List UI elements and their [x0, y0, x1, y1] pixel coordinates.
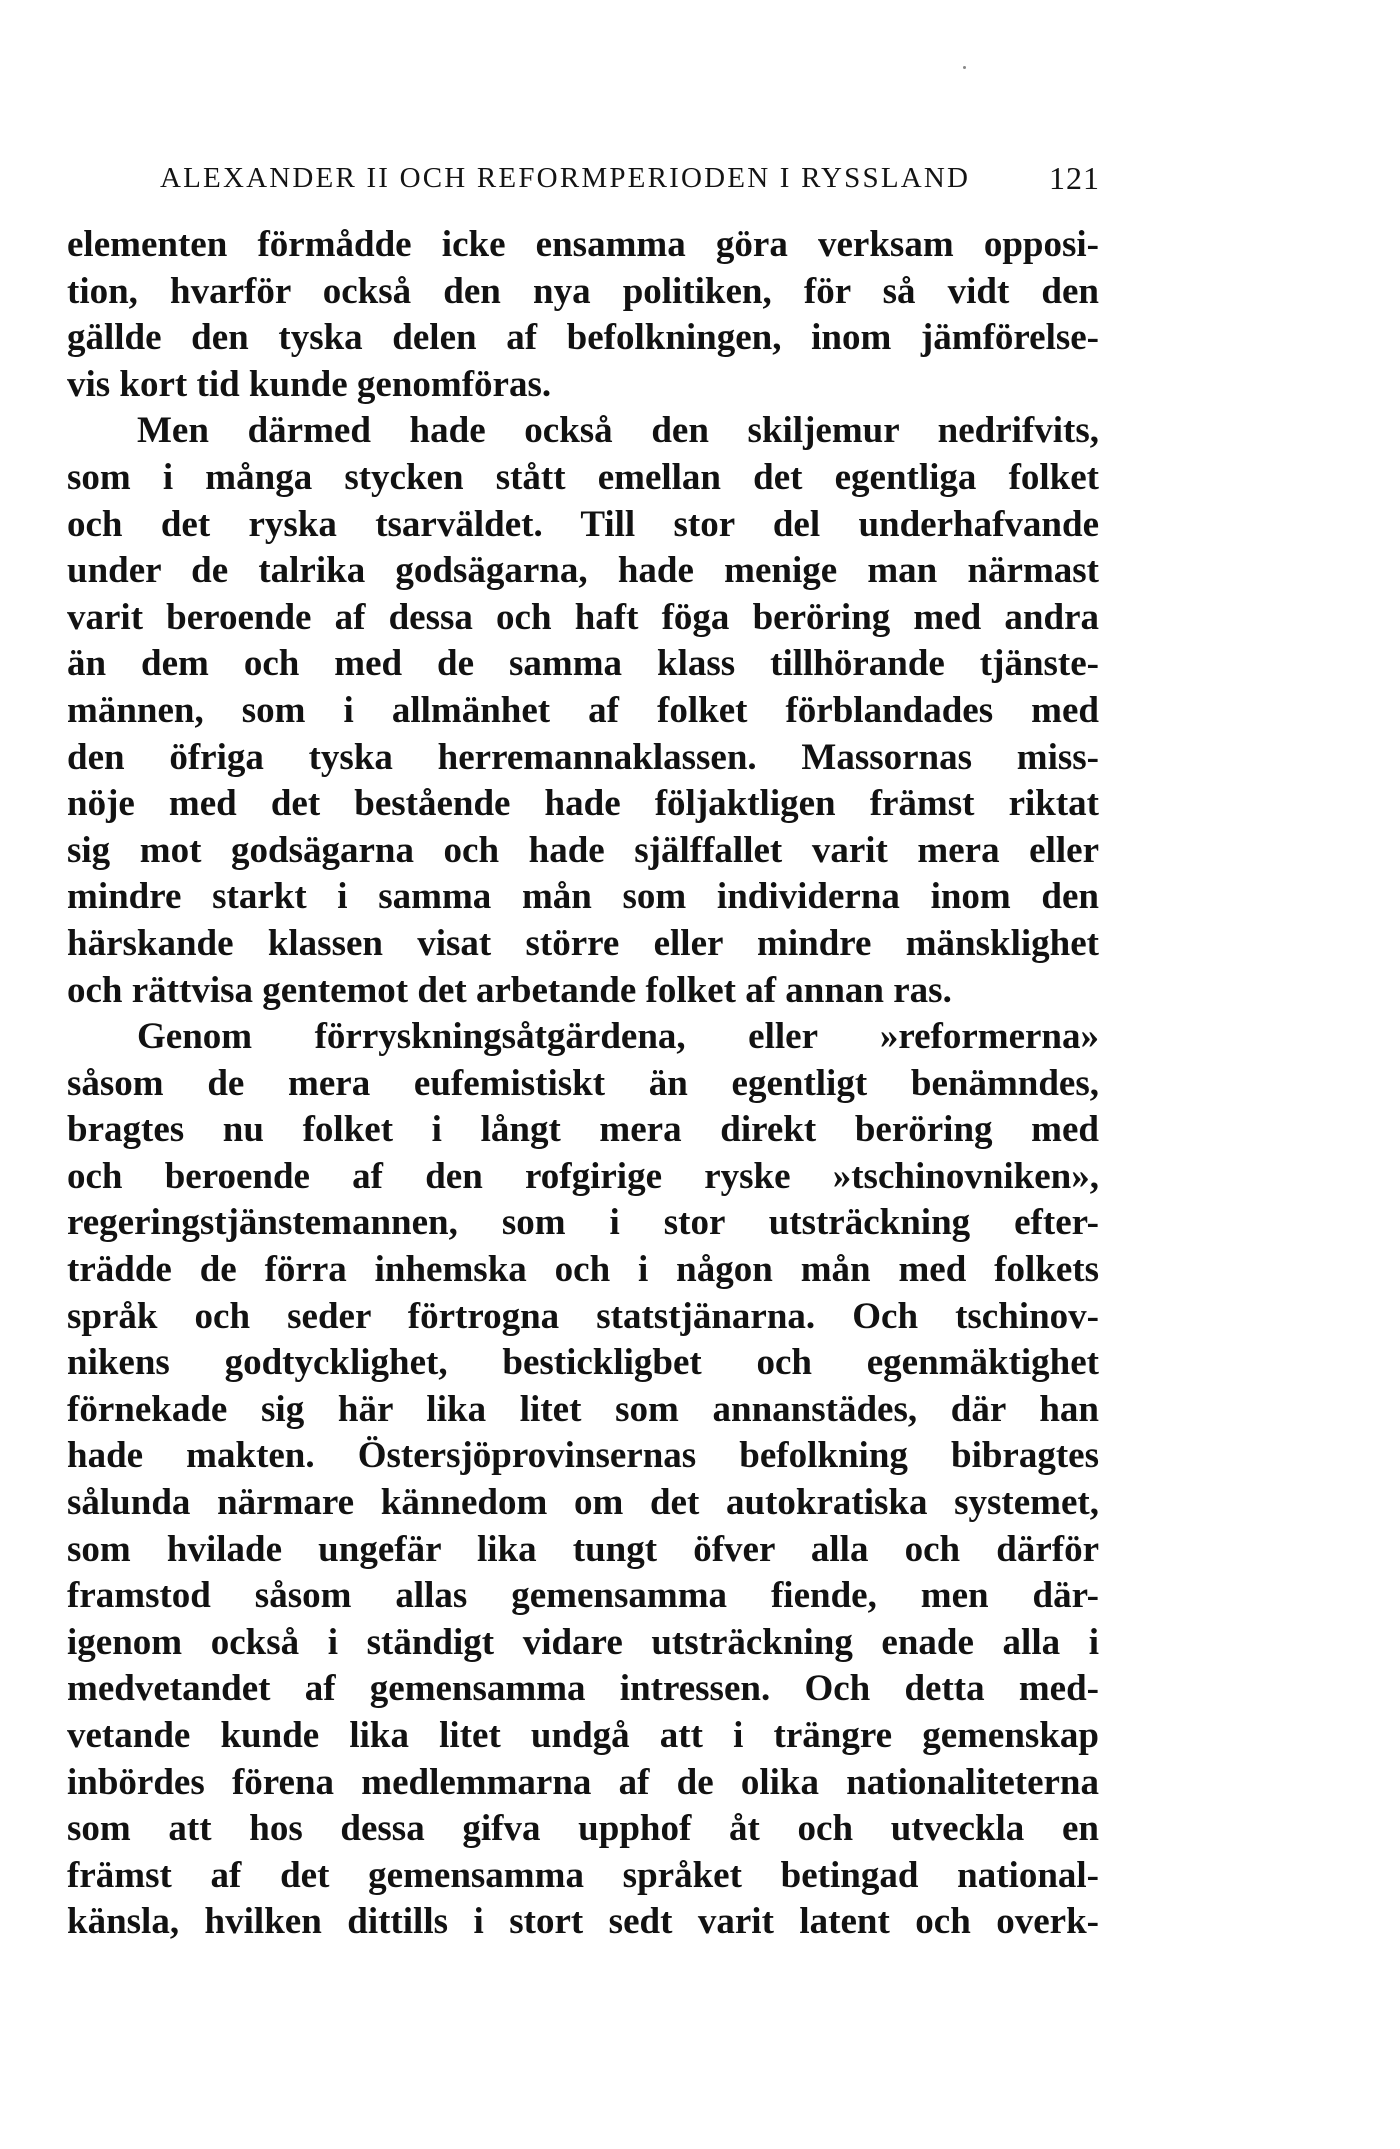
- text-line: framstod såsom allas gemensamma fiende, men där-: [67, 1575, 1099, 1617]
- text-line: trädde de förra inhemska och i någon mån med folkets: [67, 1249, 1099, 1291]
- text-line: såsom de mera eufemistiskt än egentligt benämndes,: [67, 1062, 1099, 1104]
- text-line: som hvilade ungefär lika tungt öfver alla och därför: [67, 1528, 1099, 1570]
- text-line: igenom också i ständigt vidare utsträckning enade alla i: [67, 1621, 1099, 1663]
- text-line: främst af det gemensamma språket betingad national-: [67, 1854, 1099, 1896]
- text-line: Genom förryskningsåtgärdena, eller »reformerna»: [137, 1016, 1099, 1058]
- text-line: bragtes nu folket i långt mera direkt beröring med: [67, 1109, 1099, 1151]
- text-line: vis kort tid kunde genomföras.: [67, 363, 552, 405]
- body-text: [67, 222, 1099, 1946]
- page-header: [160, 162, 1100, 206]
- text-line: och beroende af den rofgirige ryske »tschinovniken»,: [67, 1155, 1099, 1197]
- text-line: än dem och med de samma klass tillhörande tjänste-: [67, 643, 1099, 685]
- text-line: mindre starkt i samma mån som individerna inom den: [67, 876, 1099, 918]
- text-line: inbördes förena medlemmarna af de olika nationaliteterna: [67, 1761, 1099, 1803]
- text-line: sålunda närmare kännedom om det autokratiska systemet,: [67, 1482, 1099, 1524]
- text-line: Men därmed hade också den skiljemur nedrifvits,: [137, 410, 1099, 452]
- text-line: elementen förmådde icke ensamma göra verksam opposi-: [67, 224, 1099, 265]
- text-line: tion, hvarför också den nya politiken, för så vidt den: [67, 270, 1099, 312]
- text-line: härskande klassen visat större eller mindre mänsklighet: [67, 922, 1099, 964]
- text-line: och rättvisa gentemot det arbetande folket af annan ras.: [67, 969, 952, 1011]
- running-title: ALEXANDER II OCH REFORMPERIODEN I RYSSLAND: [160, 162, 971, 194]
- page-number: 121: [1049, 160, 1100, 196]
- text-line: under de talrika godsägarna, hade menige man närmast: [67, 550, 1099, 592]
- text-line: männen, som i allmänhet af folket förblandades med: [67, 689, 1099, 731]
- text-line: nöje med det bestående hade följaktligen främst riktat: [67, 783, 1099, 825]
- text-line: nikens godtycklighet, bestickligbet och egenmäktighet: [67, 1342, 1099, 1384]
- text-line: känsla, hvilken dittills i stort sedt varit latent och overk-: [67, 1901, 1099, 1943]
- text-line: medvetandet af gemensamma intressen. Och detta med-: [67, 1668, 1099, 1710]
- text-line: förnekade sig här lika litet som annanstädes, där han: [67, 1388, 1099, 1430]
- text-line: som i många stycken stått emellan det egentliga folket: [67, 456, 1099, 498]
- text-line: den öfriga tyska herremannaklassen. Massornas miss-: [67, 736, 1099, 778]
- text-line: som att hos dessa gifva upphof åt och utveckla en: [67, 1808, 1099, 1850]
- text-line: vetande kunde lika litet undgå att i trängre gemenskap: [67, 1715, 1099, 1756]
- text-line: språk och seder förtrogna statstjänarna. Och tschinov-: [67, 1295, 1099, 1337]
- text-line: och det ryska tsarväldet. Till stor del underhafvande: [67, 503, 1099, 545]
- text-line: hade makten. Östersjöprovinsernas befolkning bibragtes: [67, 1435, 1099, 1477]
- paper-speck: [963, 66, 966, 69]
- text-line: regeringstjänstemannen, som i stor utsträckning efter-: [67, 1202, 1099, 1244]
- text-line: sig mot godsägarna och hade själffallet varit mera eller: [67, 829, 1099, 871]
- text-line: varit beroende af dessa och haft föga beröring med andra: [67, 596, 1099, 638]
- text-line: gällde den tyska delen af befolkningen, inom jämförelse-: [67, 317, 1099, 359]
